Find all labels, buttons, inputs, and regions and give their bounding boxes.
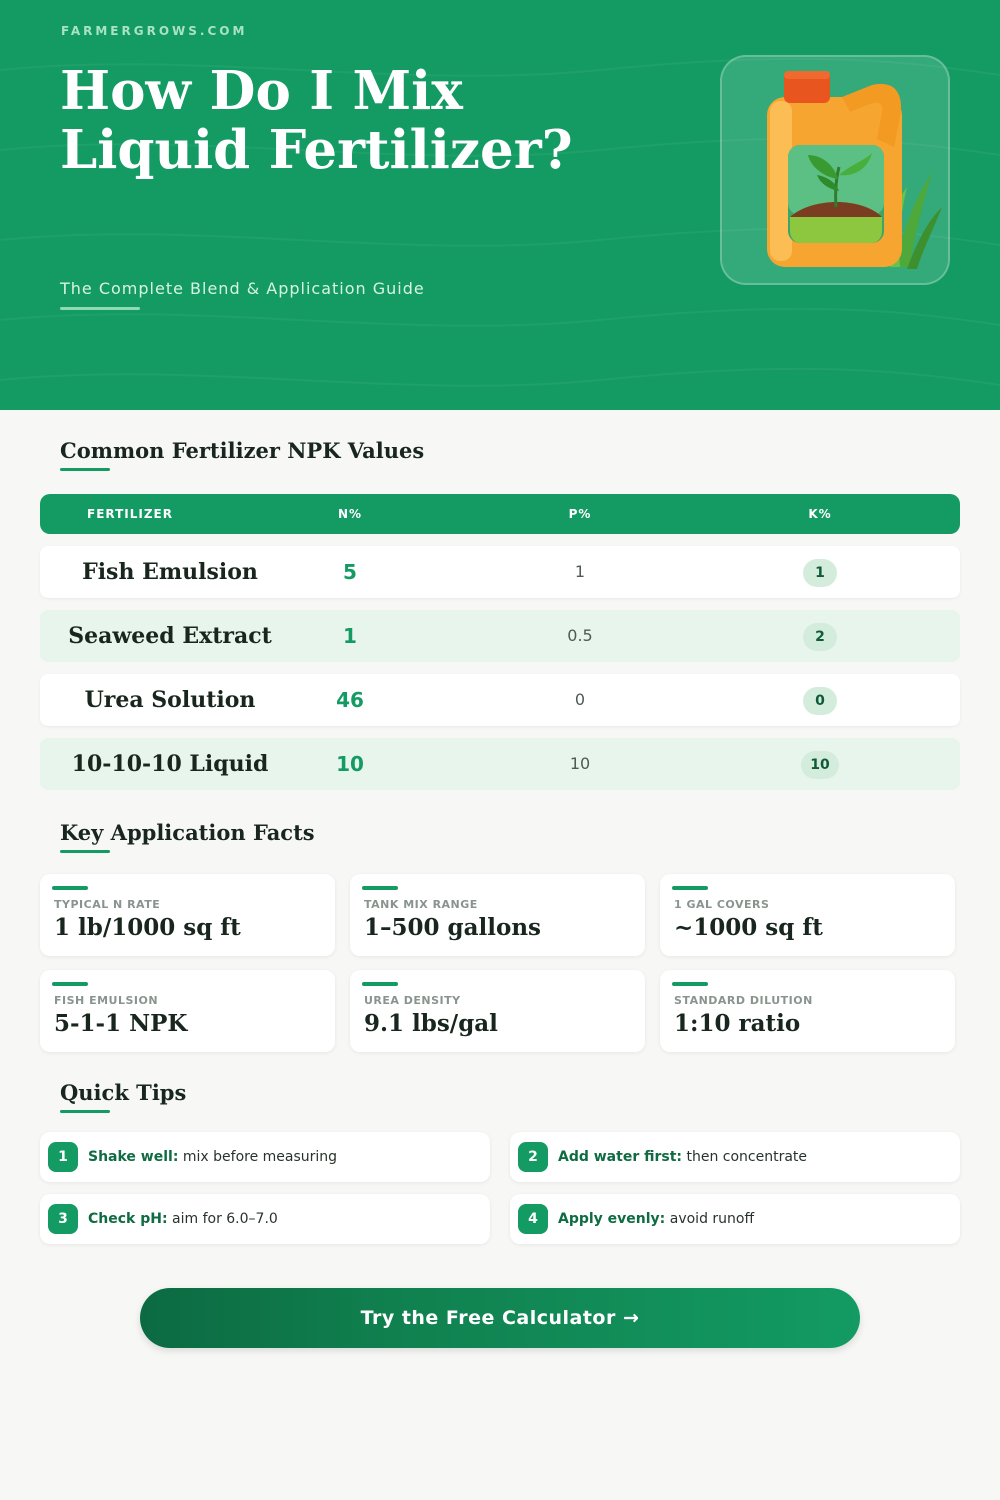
fact-value: 1:10 ratio xyxy=(674,1010,801,1037)
tip-number-badge: 4 xyxy=(518,1204,548,1234)
fact-value: 1 lb/1000 sq ft xyxy=(54,914,241,941)
table-row xyxy=(40,610,960,662)
col-header-p: P% xyxy=(568,507,592,521)
tip-title: Shake well: xyxy=(88,1149,179,1165)
fact-card xyxy=(350,970,645,1052)
facts-section-underline xyxy=(60,850,110,853)
npk-table-header xyxy=(40,494,960,534)
tip-text xyxy=(88,1194,278,1244)
tip-card xyxy=(510,1194,960,1244)
fertilizer-name: Seaweed Extract xyxy=(68,623,272,649)
n-value: 46 xyxy=(336,688,364,712)
tip-text xyxy=(558,1132,807,1182)
fact-card xyxy=(660,874,955,956)
fact-label: UREA DENSITY xyxy=(364,994,461,1007)
page-subtitle: The Complete Blend & Application Guide xyxy=(60,279,425,298)
fact-accent-bar xyxy=(52,886,88,890)
fact-value: ~1000 sq ft xyxy=(674,914,823,941)
col-header-n: N% xyxy=(337,507,363,521)
tip-card xyxy=(40,1132,490,1182)
fact-accent-bar xyxy=(672,982,708,986)
tips-section-underline xyxy=(60,1110,110,1113)
fertilizer-name: Fish Emulsion xyxy=(82,559,258,585)
fact-value: 9.1 lbs/gal xyxy=(364,1010,498,1037)
table-row xyxy=(40,738,960,790)
page-title: How Do I Mix Liquid Fertilizer? xyxy=(60,60,573,181)
p-value: 0.5 xyxy=(567,626,593,645)
fertilizer-name: 10-10-10 Liquid xyxy=(71,751,269,777)
tip-title: Apply evenly: xyxy=(558,1211,666,1227)
npk-section-title: Common Fertilizer NPK Values xyxy=(60,438,425,463)
tip-detail: then concentrate xyxy=(682,1149,808,1165)
col-header-fertilizer: FERTILIZER xyxy=(87,507,173,521)
tip-detail: mix before measuring xyxy=(178,1149,338,1165)
fact-value: 1–500 gallons xyxy=(364,914,541,941)
k-cell xyxy=(720,751,920,777)
k-value-badge: 0 xyxy=(803,687,837,715)
k-cell xyxy=(720,623,920,649)
tip-number-badge: 1 xyxy=(48,1142,78,1172)
fact-card xyxy=(40,874,335,956)
n-value: 10 xyxy=(336,752,364,776)
fact-card xyxy=(350,874,645,956)
fact-accent-bar xyxy=(362,982,398,986)
col-header-k: K% xyxy=(808,507,832,521)
p-value: 1 xyxy=(574,562,586,581)
fertilizer-name: Urea Solution xyxy=(84,687,256,713)
fact-value: 5-1-1 NPK xyxy=(54,1010,188,1037)
p-value: 10 xyxy=(569,754,591,773)
fact-label: STANDARD DILUTION xyxy=(674,994,813,1007)
tip-detail: avoid runoff xyxy=(665,1211,755,1227)
tip-number-badge: 3 xyxy=(48,1204,78,1234)
fact-label: TYPICAL N RATE xyxy=(54,898,161,911)
tip-number-badge: 2 xyxy=(518,1142,548,1172)
fact-label: 1 GAL COVERS xyxy=(674,898,770,911)
table-row xyxy=(40,546,960,598)
tip-title: Check pH: xyxy=(88,1211,168,1227)
n-value: 5 xyxy=(343,560,357,584)
free-calculator-button[interactable]: Try the Free Calculator → xyxy=(140,1288,860,1348)
hero-illustration-card xyxy=(720,55,950,285)
tip-title: Add water first: xyxy=(558,1149,683,1165)
tip-card xyxy=(40,1194,490,1244)
subtitle-underline xyxy=(60,307,140,310)
fertilizer-jug-icon xyxy=(722,57,952,287)
table-row xyxy=(40,674,960,726)
tips-section-title: Quick Tips xyxy=(60,1080,187,1105)
k-cell xyxy=(720,559,920,585)
facts-section-title: Key Application Facts xyxy=(60,820,315,845)
tip-text xyxy=(558,1194,754,1244)
k-value-badge: 2 xyxy=(803,623,837,651)
k-value-badge: 10 xyxy=(801,751,838,779)
fact-card xyxy=(40,970,335,1052)
npk-section-underline xyxy=(60,468,110,471)
tip-detail: aim for 6.0–7.0 xyxy=(167,1211,278,1227)
k-value-badge: 1 xyxy=(803,559,837,587)
p-value: 0 xyxy=(574,690,586,709)
n-value: 1 xyxy=(343,624,357,648)
fact-label: FISH EMULSION xyxy=(54,994,159,1007)
fact-accent-bar xyxy=(362,886,398,890)
fact-card xyxy=(660,970,955,1052)
hero-banner xyxy=(0,0,1000,410)
fact-accent-bar xyxy=(52,982,88,986)
fact-label: TANK MIX RANGE xyxy=(364,898,478,911)
tip-text xyxy=(88,1132,337,1182)
site-name: FARMERGROWS.COM xyxy=(61,24,248,38)
fact-accent-bar xyxy=(672,886,708,890)
k-cell xyxy=(720,687,920,713)
tip-card xyxy=(510,1132,960,1182)
